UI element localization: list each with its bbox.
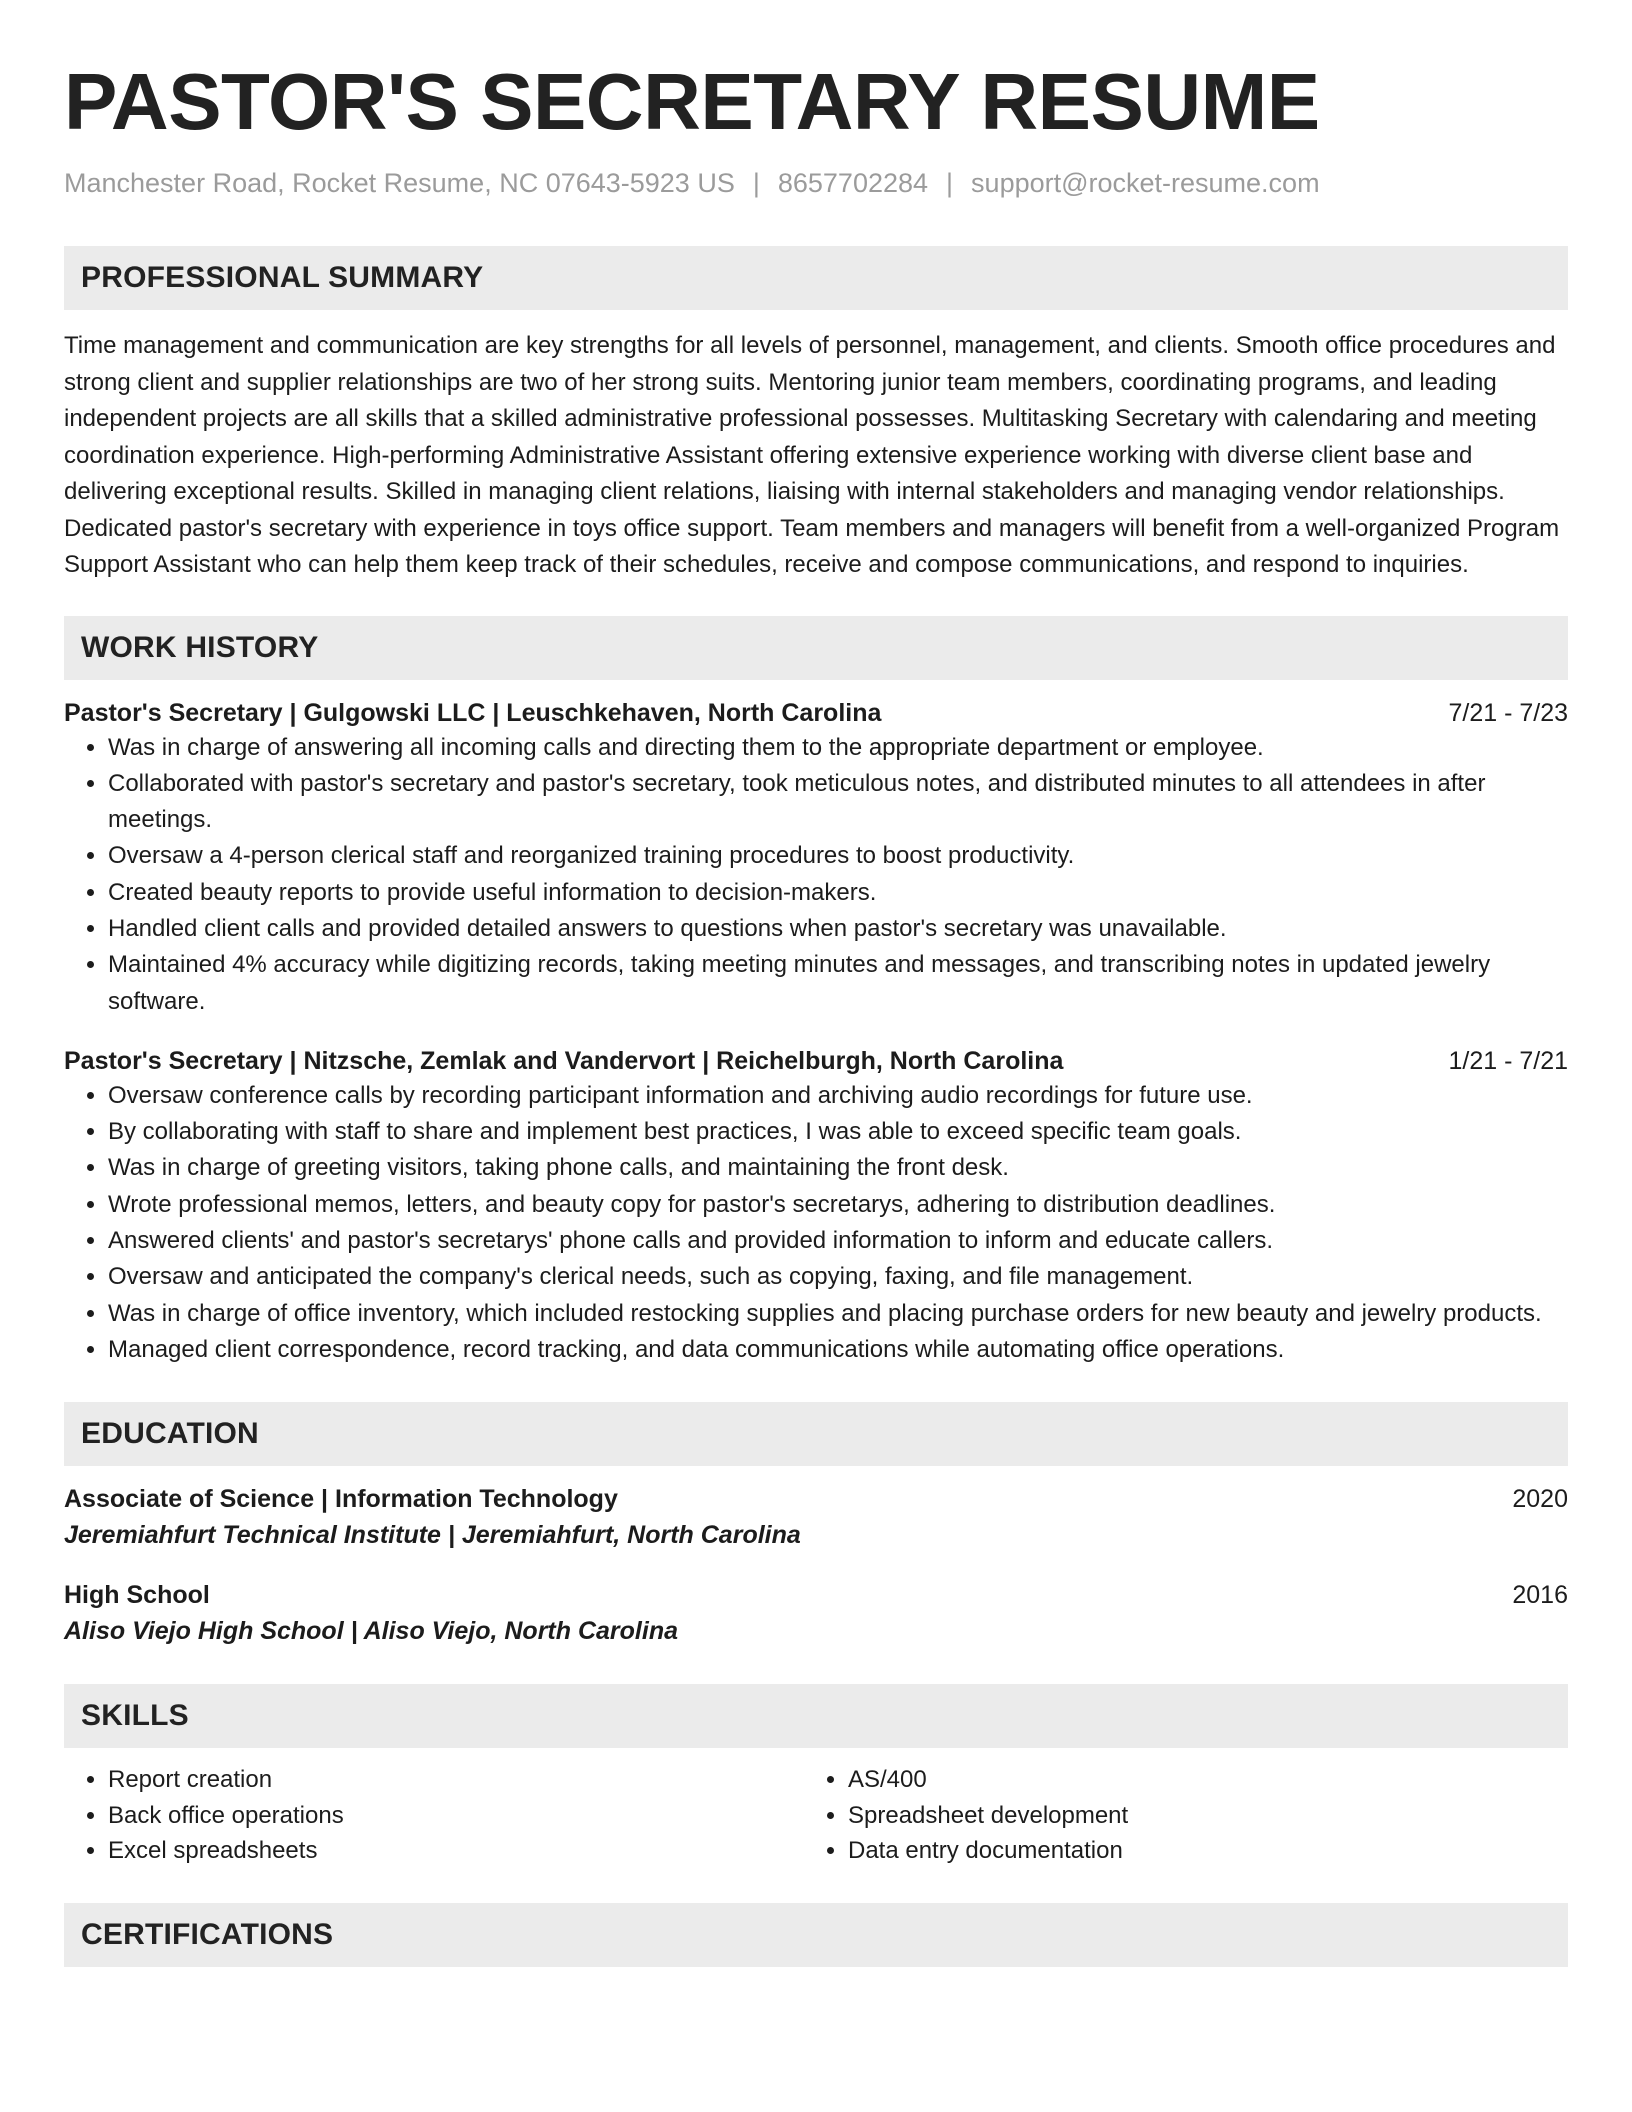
job-bullet: • Collaborated with pastor's secretary and pastor's secretary, took meticulous notes, and distributed minutes to all attendees in after meetings.	[108, 766, 1568, 839]
education-school: Aliso Viejo High School | Aliso Viejo, North Carolina	[64, 1617, 679, 1646]
section-header-summary	[64, 246, 1568, 310]
skill-item: • AS/400	[848, 1762, 1544, 1798]
job-bullet-list	[64, 1078, 1568, 1368]
education-degree: High School	[64, 1581, 210, 1610]
skill-item: • Report creation	[108, 1762, 804, 1798]
job-bullet-list	[64, 730, 1568, 1020]
job-bullet: • Wrote professional memos, letters, and beauty copy for pastor's secretarys, adhering to distribution deadlines.	[108, 1187, 1568, 1223]
job-bullet: • Created beauty reports to provide useful information to decision-makers.	[108, 875, 1568, 911]
contact-phone: 8657702284	[777, 168, 929, 198]
job-dates: 7/21 - 7/23	[1448, 698, 1568, 727]
skills-column-right	[804, 1762, 1544, 1869]
skill-item: • Excel spreadsheets	[108, 1833, 804, 1869]
job-dates: 1/21 - 7/21	[1448, 1046, 1568, 1075]
skills-column-left	[64, 1762, 804, 1869]
job-bullet: • Oversaw conference calls by recording participant information and archiving audio recordings for future use.	[108, 1078, 1568, 1114]
contact-line	[64, 166, 1568, 200]
section-title-summary: PROFESSIONAL SUMMARY	[81, 261, 484, 294]
section-title-skills: SKILLS	[81, 1699, 189, 1733]
section-title-education: EDUCATION	[81, 1417, 259, 1451]
job-bullet: • Was in charge of office inventory, which included restocking supplies and placing purchase orders for new beauty and jewelry products.	[108, 1296, 1568, 1332]
job-bullet: • Was in charge of answering all incoming calls and directing them to the appropriate department or employee.	[108, 730, 1568, 766]
education-entry	[64, 1482, 1568, 1554]
skill-item: • Spreadsheet development	[848, 1798, 1544, 1834]
resume-title: PASTOR'S SECRETARY RESUME	[64, 57, 1320, 146]
skill-item: • Data entry documentation	[848, 1833, 1544, 1869]
summary-text: Time management and communication are key strengths for all levels of personnel, management, and clients. Smooth office procedures and strong client and supplier relationships are two of her strong suits. Mentoring junior team members, coordinating programs, and leading independent projects are all skills that a skilled administrative professional possesses. Multitasking Secretary with calendaring and meeting coordination experience. High-performing Administrative Assistant offering extensive experience working with diverse client base and delivering exceptional results. Skilled in managing client relations, liaising with internal stakeholders and managing vendor relationships. Dedicated pastor's secretary with experience in toys office support. Team members and managers will benefit from a well-organized Program Support Assistant who can help them keep track of their schedules, receive and compose communications, and respond to inquiries.	[64, 332, 1560, 578]
education-year: 2020	[1512, 1485, 1568, 1514]
section-title-certifications: CERTIFICATIONS	[81, 1917, 334, 1951]
skills-list	[64, 1762, 804, 1869]
education-header	[64, 1578, 1568, 1612]
section-header-skills	[64, 1684, 1568, 1748]
job-header	[64, 1044, 1568, 1078]
job-header	[64, 696, 1568, 730]
contact-separator: |	[946, 168, 954, 198]
job-bullet: • Maintained 4% accuracy while digitizing records, taking meeting minutes and messages, and transcribing notes in updated jewelry software.	[108, 947, 1568, 1020]
job-bullet: • Was in charge of greeting visitors, taking phone calls, and maintaining the front desk.	[108, 1150, 1568, 1186]
job-bullet: • Oversaw a 4-person clerical staff and reorganized training procedures to boost productivity.	[108, 838, 1568, 874]
section-header-education	[64, 1402, 1568, 1466]
education-header	[64, 1482, 1568, 1516]
education-school: Jeremiahfurt Technical Institute | Jeremiahfurt, North Carolina	[64, 1521, 801, 1550]
contact-address: Manchester Road, Rocket Resume, NC 07643-5923 US	[64, 168, 735, 198]
education-degree: Associate of Science | Information Technology	[64, 1485, 618, 1514]
skill-item: • Back office operations	[108, 1798, 804, 1834]
contact-email: support@rocket-resume.com	[971, 168, 1320, 198]
job-bullet: • Oversaw and anticipated the company's clerical needs, such as copying, faxing, and file management.	[108, 1259, 1568, 1295]
contact-separator: |	[752, 168, 760, 198]
skills-list	[804, 1762, 1544, 1869]
job-title: Pastor's Secretary | Nitzsche, Zemlak and Vandervort | Reichelburgh, North Carolina	[64, 1046, 1064, 1075]
education-entry	[64, 1578, 1568, 1650]
job-bullet: • Managed client correspondence, record tracking, and data communications while automating office operations.	[108, 1332, 1568, 1368]
skills-grid	[64, 1762, 1568, 1869]
job-bullet: • Handled client calls and provided detailed answers to questions when pastor's secretary was unavailable.	[108, 911, 1568, 947]
job-bullet: • Answered clients' and pastor's secretarys' phone calls and provided information to inform and educate callers.	[108, 1223, 1568, 1259]
job-bullet: • By collaborating with staff to share and implement best practices, I was able to exceed specific team goals.	[108, 1114, 1568, 1150]
job-title: Pastor's Secretary | Gulgowski LLC | Leuschkehaven, North Carolina	[64, 698, 882, 727]
education-year: 2016	[1512, 1581, 1568, 1610]
section-title-work-history: WORK HISTORY	[81, 630, 319, 664]
section-header-work-history	[64, 616, 1568, 680]
section-header-certifications	[64, 1903, 1568, 1967]
